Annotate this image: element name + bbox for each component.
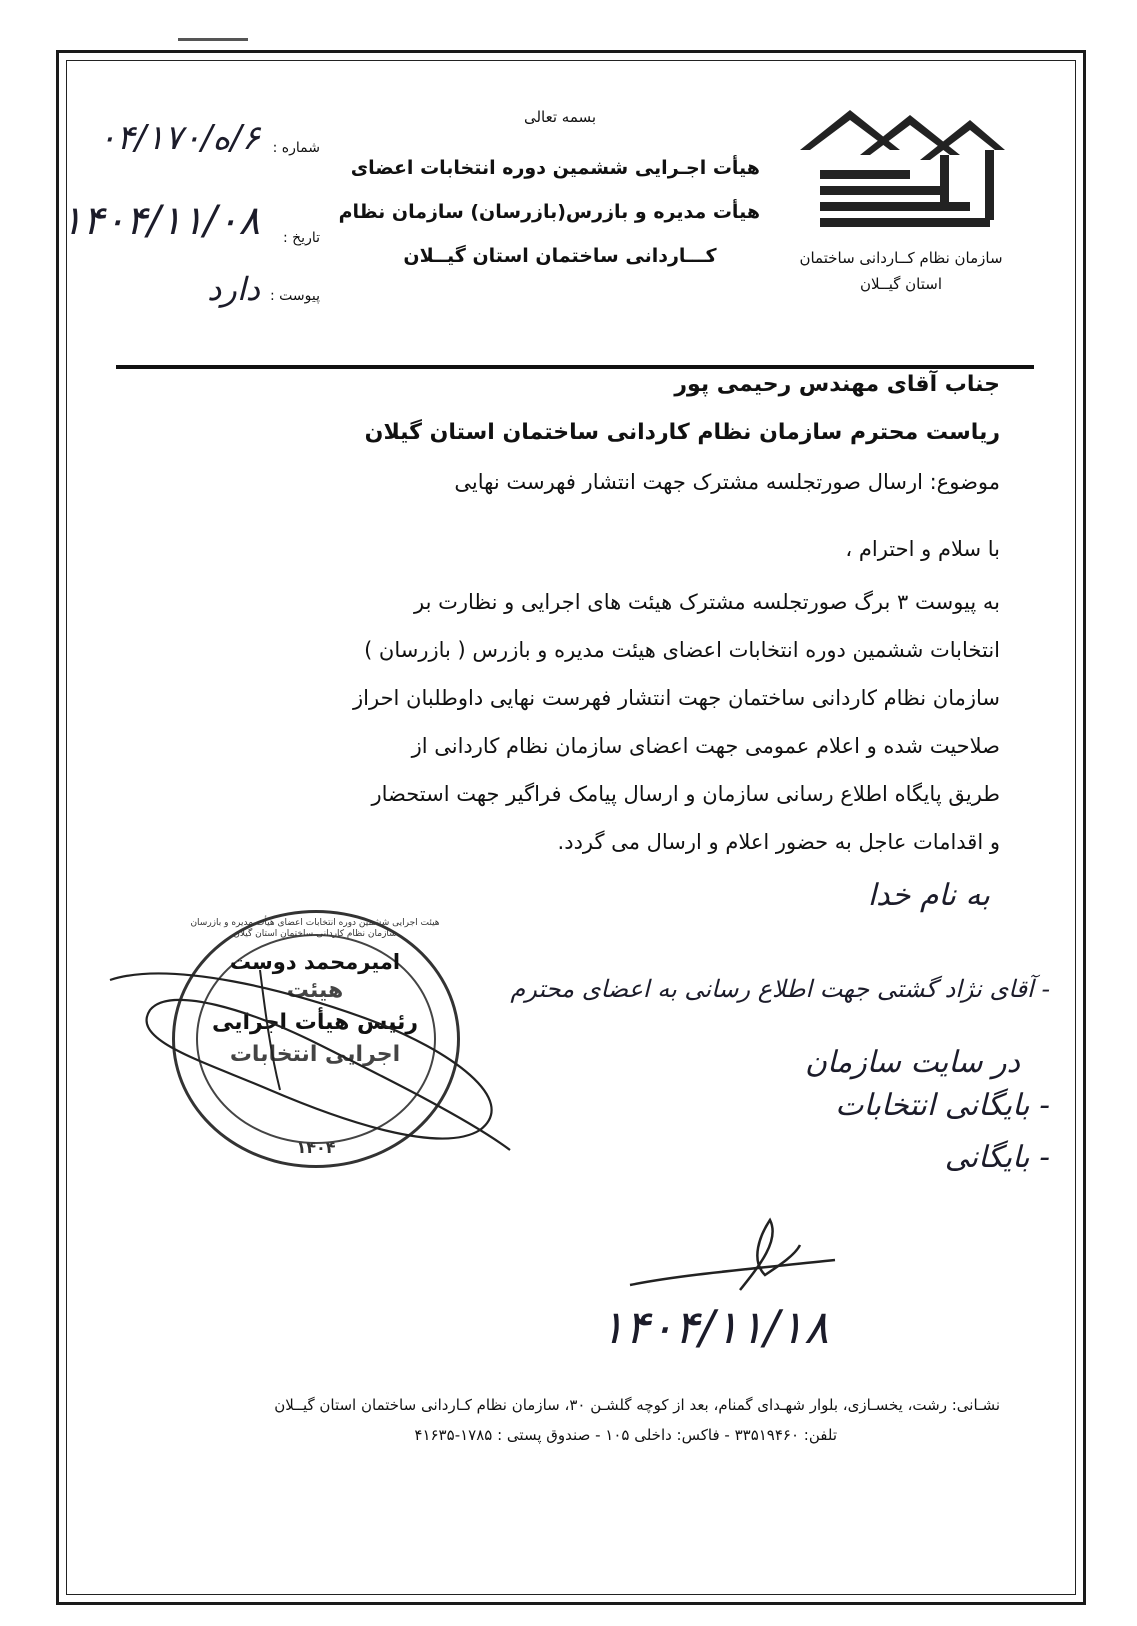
logo-caption-line: سازمان نظام کــاردانی ساختمان: [799, 249, 1003, 267]
logo-caption-line: استان گیــلان: [859, 275, 943, 293]
issuer-title-line: هیأت مدیره و بازرس(بازرسان) سازمان نظام: [338, 201, 760, 223]
stamp-ring-text: هیئت اجرایی ششمین دوره انتخابات اعضای هیأت مدیره و بازرسان سازمان نظام کاردانی ساختمان استان گیلان: [190, 918, 440, 939]
date-value: ۱۴۰۴/۱۱/۰۸: [61, 198, 260, 244]
stamp-center-subtitle: اجرایی انتخابات: [229, 1042, 401, 1067]
logo-caption: [790, 245, 1012, 297]
issuer-title: [338, 146, 760, 278]
note-heading: به نام خدا: [867, 878, 990, 913]
note-line: - بایگانی انتخابات: [835, 1088, 1050, 1123]
body-line: انتخابات ششمین دوره انتخابات اعضای هیئت مدیره و بازرس ( بازرسان ): [364, 638, 1000, 662]
note-date: ۱۴۰۴/۱۱/۱۸: [600, 1300, 829, 1354]
greeting: با سلام و احترام ،: [845, 537, 1000, 561]
header-divider: [116, 365, 1034, 369]
recipient-title: ریاست محترم سازمان نظام کاردانی ساختمان استان گیلان: [364, 420, 1000, 445]
body-line: به پیوست ۳ برگ صورتجلسه مشترک هیئت های اجرایی و نظارت بر: [414, 590, 1000, 614]
attachment-value: دارد: [207, 270, 260, 308]
attachment-label: پیوست :: [270, 288, 320, 304]
subject-text: ارسال صورتجلسه مشترک جهت انتشار فهرست نهایی: [454, 470, 923, 494]
stamp-center-word: هیئت: [286, 978, 344, 1003]
body-line: سازمان نظام کاردانی ساختمان جهت انتشار فهرست نهایی داوطلبان احراز: [353, 686, 1000, 710]
stamp-year: ۱۴۰۴: [296, 1138, 336, 1157]
signatory-title: رئیس هیأت اجرایی: [211, 1010, 419, 1035]
initials-scribble: [620, 1205, 850, 1305]
basmala: بسمه تعالی: [523, 108, 597, 126]
footer-contact: تلفن: ۳۳۵۱۹۴۶۰ - فاکس: داخلی ۱۰۵ - صندوق پستی : ۱۷۸۵-۴۱۶۳۵: [414, 1426, 837, 1444]
subject-label: موضوع:: [929, 470, 1000, 494]
signature-scribble: [90, 950, 530, 1160]
date-label: تاریخ :: [282, 230, 320, 246]
signatory-name: امیرمحمد دوست: [229, 950, 401, 974]
letter-body: [110, 578, 1000, 866]
number-label: شماره :: [272, 140, 320, 156]
body-line: طریق پایگاه اطلاع رسانی سازمان و ارسال پیامک فراگیر جهت استحضار: [371, 782, 1000, 806]
body-line: صلاحیت شده و اعلام عمومی جهت اعضای سازمان نظام کاردانی از: [411, 734, 1000, 758]
subject-line: [454, 470, 1000, 494]
scan-mark: [178, 38, 248, 41]
issuer-title-line: کـــاردانی ساختمان استان گیــلان: [403, 245, 717, 267]
note-line: - آقای نژاد گشتی جهت اطلاع رسانی به اعضای محترم: [510, 975, 1050, 1003]
note-line: - بایگانی: [944, 1140, 1050, 1175]
issuer-title-line: هیأت اجـرایی ششمین دوره انتخابات اعضای: [350, 157, 760, 179]
note-line: در سایت سازمان: [804, 1045, 1020, 1080]
body-line: و اقدامات عاجل به حضور اعلام و ارسال می گردد.: [557, 830, 1000, 854]
footer-address: نشـانی: رشت، یخسـازی، بلوار شهـدای گمنام، بعد از کوچه گلشـن ۳۰، سازمان نظام کـاردانی ساختمان استان گیــلان: [274, 1396, 1000, 1414]
recipient-name: جناب آقای مهندس رحیمی پور: [674, 372, 1000, 397]
organization-logo-icon: [790, 110, 1012, 232]
number-value: ۶/ه/۰۴/۱۷۰: [98, 118, 260, 158]
